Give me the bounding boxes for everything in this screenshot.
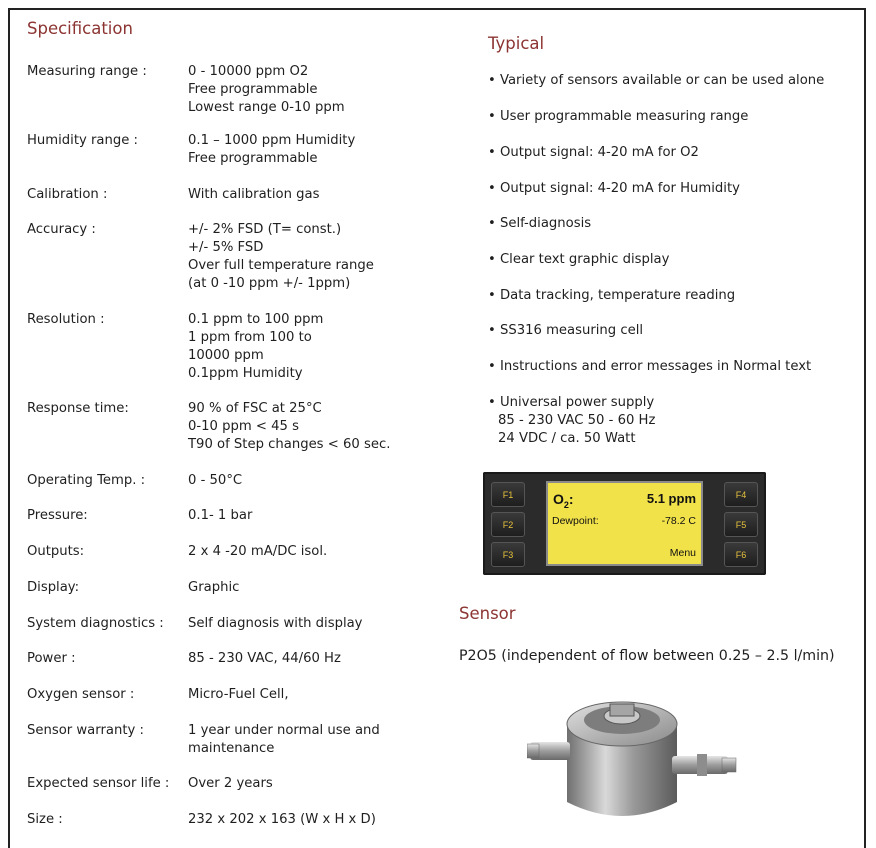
o2-label: $O_2$: (553, 491, 574, 510)
dewpoint-label: Dewpoint: (552, 515, 599, 527)
spec-value-line: Over full temperature range (188, 258, 374, 273)
display-panel (483, 472, 766, 575)
spec-value-line: 2 x 4 -20 mA/DC isol. (188, 544, 328, 559)
spec-value (188, 472, 242, 490)
spec-value-line: 1 ppm from 100 to (188, 330, 312, 345)
spec-value (188, 507, 252, 525)
typical-item-line: • Data tracking, temperature reading (488, 288, 736, 303)
spec-value (188, 132, 355, 168)
typical-item (488, 322, 643, 340)
dewpoint-value: -78.2 C (661, 515, 696, 527)
spec-label: Sensor warranty : (27, 723, 144, 738)
spec-label: Accuracy : (27, 222, 96, 237)
typical-item-line: 85 - 230 VAC 50 - 60 Hz (498, 413, 656, 428)
spec-value-line: Self diagnosis with display (188, 616, 363, 631)
spec-label: Display: (27, 580, 80, 595)
typical-heading: Typical (488, 34, 545, 53)
spec-value (188, 400, 390, 454)
spec-value-line: 0.1 ppm to 100 ppm (188, 312, 324, 327)
typical-item-line: • Instructions and error messages in Normal text (488, 359, 812, 374)
f6-key: F6 (724, 542, 758, 567)
typical-item (488, 358, 811, 376)
spec-value-line: 85 - 230 VAC, 44/60 Hz (188, 651, 341, 666)
spec-value-line: T90 of Step changes < 60 sec. (188, 437, 391, 452)
spec-value-line: 232 x 202 x 163 (W x H x D) (188, 812, 376, 827)
spec-label: Humidity range : (27, 133, 138, 148)
f1-key: F1 (491, 482, 525, 507)
spec-value-line: Free programmable (188, 82, 318, 97)
spec-value-line: 0.1ppm Humidity (188, 366, 303, 381)
typical-item (488, 108, 748, 126)
spec-value (188, 221, 374, 293)
spec-value (188, 775, 273, 793)
typical-item (488, 394, 655, 448)
spec-value (188, 615, 363, 633)
typical-item-line: • Universal power supply (488, 395, 655, 410)
f2-key: F2 (491, 512, 525, 537)
spec-value-line: 0-10 ppm < 45 s (188, 419, 299, 434)
spec-value-line: Lowest range 0-10 ppm (188, 100, 345, 115)
o2-value: 5.1 ppm (646, 491, 696, 506)
spec-value-line: 90 % of FSC at 25°C (188, 401, 322, 416)
spec-value-line: (at 0 -10 ppm +/- 1ppm) (188, 276, 351, 291)
spec-value-line: maintenance (188, 741, 275, 756)
spec-value (188, 811, 376, 829)
typical-item-line: • Variety of sensors available or can be used alone (488, 73, 825, 88)
spec-label: Expected sensor life : (27, 776, 170, 791)
f5-key: F5 (724, 512, 758, 537)
typical-item-line: • User programmable measuring range (488, 109, 749, 124)
spec-value-line: 0.1 – 1000 ppm Humidity (188, 133, 356, 148)
spec-value (188, 63, 345, 117)
spec-value-line: +/- 2% FSD (T= const.) (188, 222, 342, 237)
spec-value-line: 10000 ppm (188, 348, 264, 363)
spec-value (188, 543, 327, 561)
spec-value-line: 0 - 50°C (188, 473, 243, 488)
typical-item-line: • Clear text graphic display (488, 252, 670, 267)
sensor-cell-image (527, 684, 752, 834)
spec-value-line: Free programmable (188, 151, 318, 166)
typical-item-line: • Output signal: 4-20 mA for Humidity (488, 181, 740, 196)
spec-value-line: Over 2 years (188, 776, 273, 791)
spec-label: Outputs: (27, 544, 85, 559)
typical-item (488, 180, 740, 198)
typical-item (488, 72, 824, 90)
spec-label: Response time: (27, 401, 129, 416)
lcd-screen (546, 481, 703, 566)
specification-heading: Specification (27, 19, 133, 38)
spec-value (188, 650, 341, 668)
spec-value-line: Micro-Fuel Cell, (188, 687, 289, 702)
typical-item-line: • Self-diagnosis (488, 216, 592, 231)
sensor-heading: Sensor (459, 604, 516, 623)
spec-label: Operating Temp. : (27, 473, 146, 488)
typical-item (488, 251, 669, 269)
spec-value (188, 722, 380, 758)
typical-item-line: 24 VDC / ca. 50 Watt (498, 431, 636, 446)
spec-label: Measuring range : (27, 64, 147, 79)
spec-label: Size : (27, 812, 63, 827)
spec-value-line: 0.1- 1 bar (188, 508, 253, 523)
f3-key: F3 (491, 542, 525, 567)
typical-item (488, 287, 735, 305)
spec-value-line: +/- 5% FSD (188, 240, 264, 255)
typical-item (488, 144, 699, 162)
spec-label: Resolution : (27, 312, 105, 327)
spec-label: Pressure: (27, 508, 88, 523)
spec-value (188, 579, 239, 597)
sensor-caption: P2O5 (independent of flow between 0.25 – 2.5 l/min) (459, 648, 835, 664)
spec-label: System diagnostics : (27, 616, 164, 631)
spec-value (188, 311, 323, 383)
spec-value-line: 0 - 10000 ppm O2 (188, 64, 309, 79)
spec-label: Oxygen sensor : (27, 687, 135, 702)
spec-value-line: Graphic (188, 580, 240, 595)
typical-item-line: • SS316 measuring cell (488, 323, 644, 338)
spec-label: Calibration : (27, 187, 108, 202)
spec-value-line: 1 year under normal use and (188, 723, 380, 738)
typical-item-line: • Output signal: 4-20 mA for O2 (488, 145, 699, 160)
typical-item (488, 215, 591, 233)
spec-value (188, 686, 289, 704)
spec-value-line: With calibration gas (188, 187, 320, 202)
f4-key: F4 (724, 482, 758, 507)
spec-value (188, 186, 319, 204)
spec-label: Power : (27, 651, 76, 666)
menu-label: Menu (669, 547, 696, 559)
